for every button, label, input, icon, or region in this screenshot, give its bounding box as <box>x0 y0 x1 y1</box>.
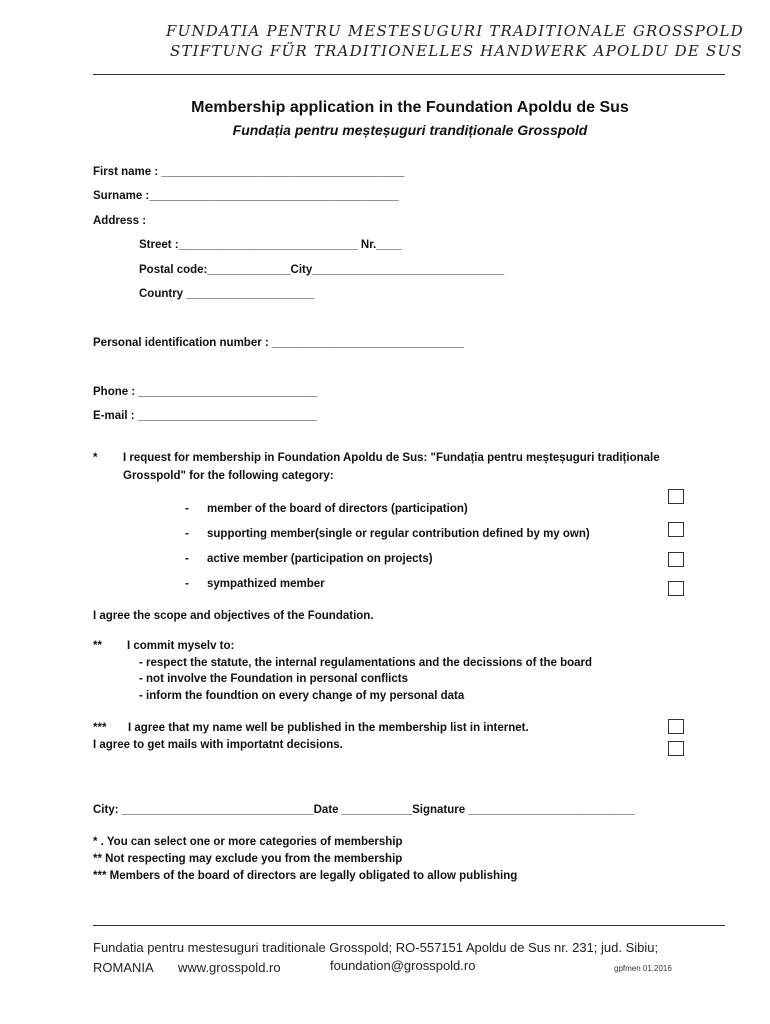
postal-city-field: Postal code:_____________City______________________________ <box>139 264 505 276</box>
header-line-1: FUNDATIA PENTRU MESTESUGURI TRADITIONALE GROSSPOLD <box>166 22 744 40</box>
note-exclusion: ** Not respecting may exclude you from the membership <box>93 853 403 865</box>
phone-field: Phone : ____________________________ <box>93 386 318 398</box>
mails-consent-checkbox[interactable] <box>668 741 684 756</box>
footer-rule <box>93 925 725 926</box>
request-marker: * <box>93 452 98 464</box>
commit-item-conflicts: - not involve the Foundation in personal conflicts <box>139 673 408 685</box>
city-date-signature-line: City: ______________________________Date ___________Signature __________________________ <box>93 804 635 816</box>
street-field: Street :____________________________ Nr.____ <box>139 239 402 251</box>
note-publishing: *** Members of the board of directors are legally obligated to allow publishing <box>93 870 518 882</box>
category-supporting-label: supporting member(single or regular contribution defined by my own) <box>207 528 590 540</box>
category-supporting-checkbox[interactable] <box>668 522 684 537</box>
category-board-checkbox[interactable] <box>668 489 684 504</box>
commit-item-statute: - respect the statute, the internal regulamentations and the decissions of the board <box>139 657 593 669</box>
commit-item-inform: - inform the foundtion on every change of my personal data <box>139 690 465 702</box>
footer-email-link[interactable]: foundation@grosspold.ro <box>330 958 476 973</box>
commit-marker: ** <box>93 640 102 652</box>
note-categories: * . You can select one or more categories of membership <box>93 836 403 848</box>
surname-field: Surname :_______________________________________ <box>93 190 399 202</box>
header-rule <box>93 74 725 75</box>
category-board-label: member of the board of directors (participation) <box>207 503 468 515</box>
category-active-checkbox[interactable] <box>668 552 684 567</box>
header-line-2: STIFTUNG FÜR TRADITIONELLES HANDWERK APOLDU DE SUS <box>170 42 743 60</box>
personal-id-field: Personal identification number : ______________________________ <box>93 337 464 349</box>
category-dash: - <box>185 503 189 515</box>
mails-consent-text: I agree to get mails with importatnt decisions. <box>93 739 343 751</box>
footer-address: Fundatia pentru mestesuguri traditionale Grosspold; RO-557151 Apoldu de Sus nr. 231; jud. Sibiu; <box>93 940 659 955</box>
address-label: Address : <box>93 215 147 227</box>
page-subtitle: Fundația pentru meșteșuguri trandiționale Grosspold <box>232 122 588 138</box>
request-line-1: I request for membership in Foundation Apoldu de Sus: "Fundația pentru meșteșuguri tradiționale <box>123 452 660 464</box>
country-field: Country ____________________ <box>139 288 315 300</box>
category-dash: - <box>185 578 189 590</box>
request-line-2: Grosspold" for the following category: <box>123 470 334 482</box>
publish-consent-checkbox[interactable] <box>668 719 684 734</box>
publish-marker: *** <box>93 722 107 734</box>
category-dash: - <box>185 528 189 540</box>
document-version: gpfmen 01.2016 <box>614 964 672 973</box>
category-dash: - <box>185 553 189 565</box>
publish-consent-text: I agree that my name well be published in the membership list in internet. <box>128 722 529 734</box>
agree-scope-text: I agree the scope and objectives of the Foundation. <box>93 610 374 622</box>
footer-website-link[interactable]: www.grosspold.ro <box>178 960 281 975</box>
commit-intro: I commit myselv to: <box>127 640 235 652</box>
category-sympathized-checkbox[interactable] <box>668 581 684 596</box>
category-active-label: active member (participation on projects) <box>207 553 433 565</box>
email-field: E-mail : ____________________________ <box>93 410 317 422</box>
first-name-field: First name : ______________________________________ <box>93 166 405 178</box>
footer-country: ROMANIA <box>93 960 154 975</box>
category-sympathized-label: sympathized member <box>207 578 325 590</box>
page-title: Membership application in the Foundation Apoldu de Sus <box>191 99 629 116</box>
